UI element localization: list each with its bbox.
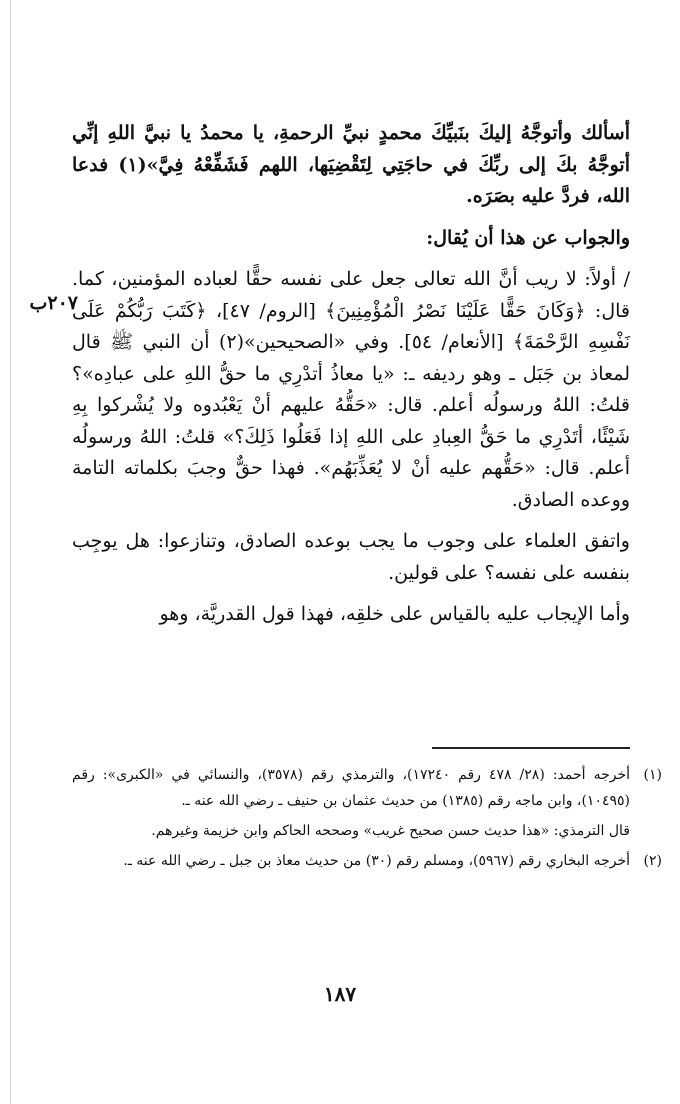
footnote-1 bbox=[72, 762, 662, 814]
manuscript-folio-marker: ٢٠٧ب bbox=[29, 292, 78, 314]
paragraph-2: / أولاً: لا ريب أنَّ الله تعالى جعل على نفسه حقًّا لعباده المؤمنين، كما. قال: ﴿وَكَانَ حَقًّا عَلَيْنَا نَصْرُ الْمُؤْمِنِينَ﴾ [الروم/ ٤٧]، ﴿كَتَبَ رَبُّكُمْ عَلَى نَفْسِهِ الرَّحْمَةَ﴾ [الأنعام/ ٥٤]. وفي «الصحيحين»(٢) أن النبي ﷺ قال لمعاذ بن جَبَل ـ وهو رديفه ـ: «يا معاذُ أتدْرِي ما حقُّ اللهِ على عبادِه»؟ قلتُ: اللهُ ورسولُه أعلم. قال: «حَقُّهُ عليهم أنْ يَعْبُدوه ولا يُشْركوا بِهِ شَيْئًا، أتَدْرِي ما حَقُّ العِبادِ على اللهِ إذا فَعَلُوا ذَلِكَ؟» قلتُ: اللهُ ورسولُه أعلم. قال: «حَقُّهم عليه أنْ لا يُعَذِّبَهُم». فهذا حقٌّ وجبَ بكلماته التامة ووعده الصادق. bbox=[72, 268, 631, 511]
footnote-1-continuation: قال الترمذي: «هذا حديث حسن صحيح غريب» وصححه الحاكم وابن خزيمة وغيرهم. bbox=[151, 823, 630, 839]
section-heading: والجواب عن هذا أن يُقال: bbox=[426, 226, 630, 249]
paragraph-4: وأما الإيجاب عليه بالقياس على خلقِه، فهذا قول القدريَّة، وهو bbox=[159, 603, 630, 625]
paragraph-3: واتفق العلماء على وجوب ما يجب بوعده الصادق، وتنازعوا: هل يوجِب بنفسه على نفسه؟ على قولين. bbox=[72, 530, 630, 584]
footnote-number: (١) bbox=[643, 767, 662, 783]
footnote-separator bbox=[432, 747, 630, 749]
footnote-2 bbox=[72, 848, 662, 874]
footnote-text: أخرجه البخاري رقم (٥٩٦٧)، ومسلم رقم (٣٠) من حديث معاذ بن جبل ـ رضي الله عنه ـ. bbox=[123, 853, 630, 869]
paragraph-1: أسألك وأتوجَّهُ إليكَ بنَبيِّكَ محمدٍ نبيِّ الرحمةِ، يا محمدُ يا نبيَّ اللهِ إنِّي أتوجَّهُ بكَ إلى ربِّكَ في حاجَتِي لِتَقْضِيَها، اللهم فَشَفِّعْهُ فِيَّ»(١) فدعا الله، فردَّ عليه بصَرَه. bbox=[72, 122, 630, 207]
footnote-number: (٢) bbox=[643, 853, 662, 869]
footnotes bbox=[72, 762, 662, 878]
page-edge-line bbox=[10, 0, 11, 1104]
page-number: ١٨٧ bbox=[323, 982, 357, 1006]
main-text bbox=[72, 118, 630, 641]
footnote-text: أخرجه أحمد: (٢٨/ ٤٧٨ رقم ١٧٢٤٠)، والترمذي رقم (٣٥٧٨)، والنسائي في «الكبرى»: رقم (١٠٤٩٥)، وابن ماجه رقم (١٣٨٥) من حديث عثمان بن حنيف ـ رضي الله عنه ـ. bbox=[72, 767, 631, 809]
